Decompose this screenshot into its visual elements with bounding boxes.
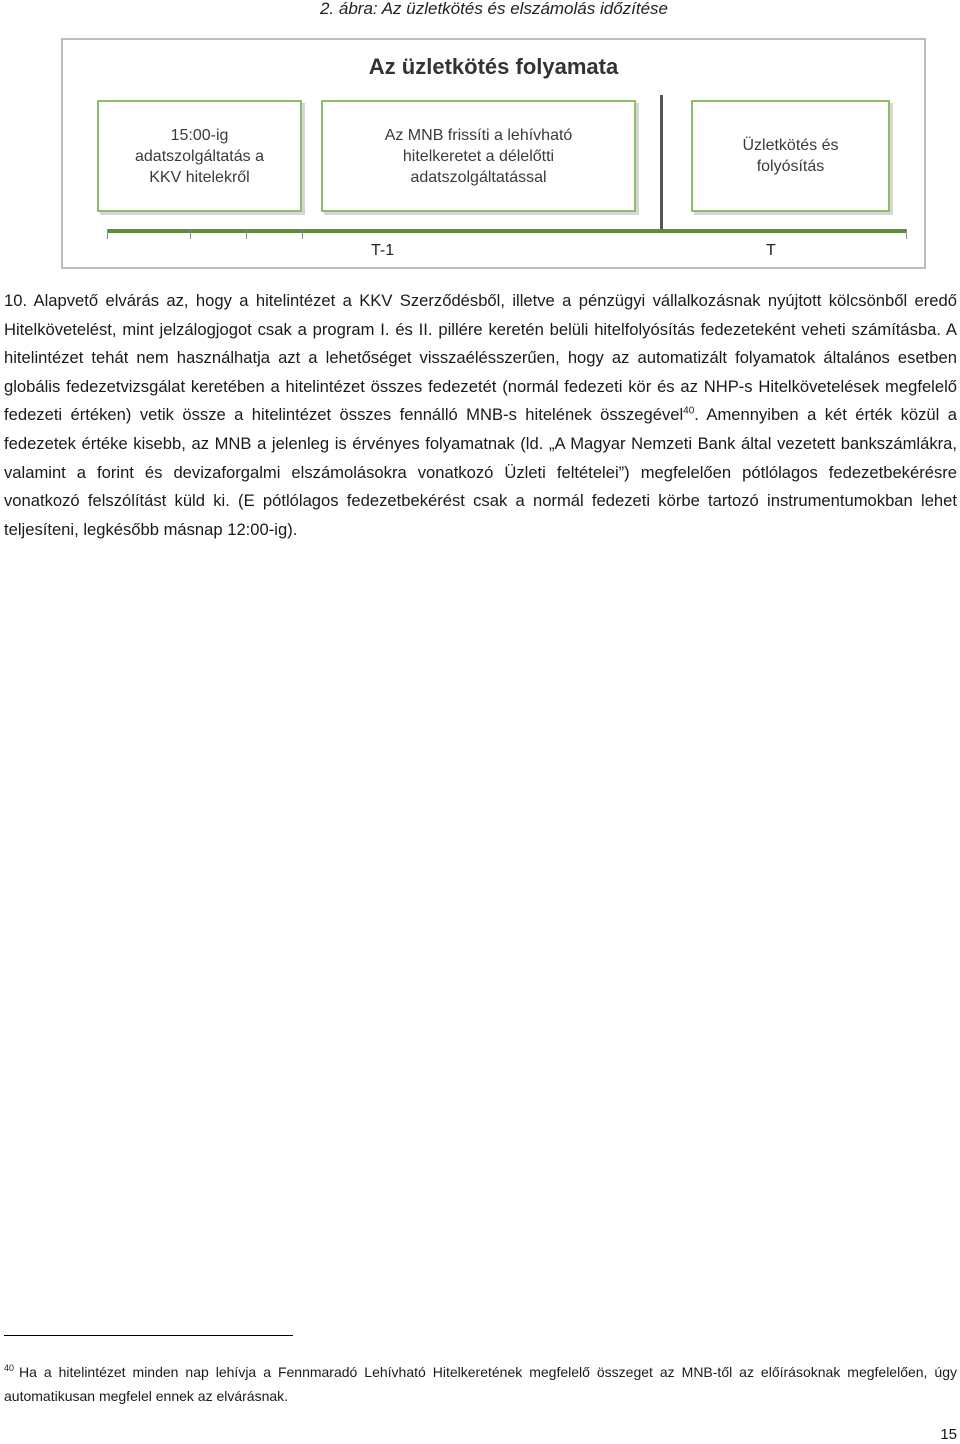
paragraph-10	[4, 287, 957, 544]
timeline-tick	[302, 229, 303, 239]
step-box-reporting-text: 15:00-ig adatszolgáltatás a KKV hitelekről	[135, 126, 264, 186]
timeline-bar	[107, 229, 907, 233]
footnote-number: 40	[4, 1363, 15, 1373]
step-box-disbursement	[691, 100, 890, 212]
process-diagram	[61, 38, 926, 269]
footnote	[4, 1360, 957, 1408]
timeline-label-current-day: T	[766, 242, 776, 259]
step-box-reporting	[97, 100, 302, 212]
footnote-separator	[4, 1335, 293, 1336]
page-number: 15	[940, 1426, 957, 1443]
timeline-label-previous-day: T-1	[371, 242, 395, 259]
paragraph-text-part2: . Amennyiben a két érték közül a fedezetek értéke kisebb, az MNB a jelenleg is érvényes folyamatnak (ld. „A Magyar Nemzeti Bank által vezetett bankszámlákra, valamint a forint és devizaforgalmi elszámolásokra vonatkozó Üzleti feltételei”) megfelelően pótlólagos fedezetbekérésre vonatkozó felszólítást küld ki. (E pótlólagos fedezetbekérést csak a normál fedezeti körbe tartozó instrumentumokban lehet teljesíteni, legkésőbb másnap 12:00-ig).	[4, 405, 958, 539]
step-box-credit-line-update-text: Az MNB frissíti a lehívható hitelkeretet a délelőtti adatszolgáltatással	[384, 126, 573, 186]
timeline-tick	[190, 229, 191, 239]
timeline-tick	[246, 229, 247, 239]
day-divider-line	[660, 95, 663, 229]
footnote-text: Ha a hitelintézet minden nap lehívja a Fennmaradó Lehívható Hitelkeretének megfelelő összeget az MNB-től az előírásoknak megfelelően, úgy automatikusan megfelel ennek az elvárásnak.	[4, 1364, 957, 1404]
timeline-tick	[107, 229, 108, 239]
diagram-title: Az üzletkötés folyamata	[368, 54, 619, 79]
paragraph-text-part1: 10. Alapvető elvárás az, hogy a hitelintézet a KKV Szerződésből, illetve a pénzügyi vállalkozásnak nyújtott kölcsönből eredő Hitelkövetelést, mint jelzálogjogot csak a program I. és II. pillére keretén belüli hitelfolyósítás fedezeteként veheti számításba. A hitelintézet tehát nem használhatja azt a lehetőséget visszaélésszerűen, hogy az automatizált folyamatok általános esetben globális fedezetvizsgálat keretében a hitelintézet összes fedezetét (normál fedezeti kör és az NHP-s Hitelkövetelések megfelelő fedezeti értéken) vetik össze a hitelintézet összes fennálló MNB-s hitelének összegével	[4, 291, 957, 425]
timeline-tick	[906, 229, 907, 239]
step-box-credit-line-update	[321, 100, 636, 212]
footnote-reference[interactable]: 40	[683, 405, 695, 417]
figure-caption: 2. ábra: Az üzletkötés és elszámolás időzítése	[319, 0, 669, 18]
step-box-disbursement-text: Üzletkötés és folyósítás	[742, 137, 839, 175]
